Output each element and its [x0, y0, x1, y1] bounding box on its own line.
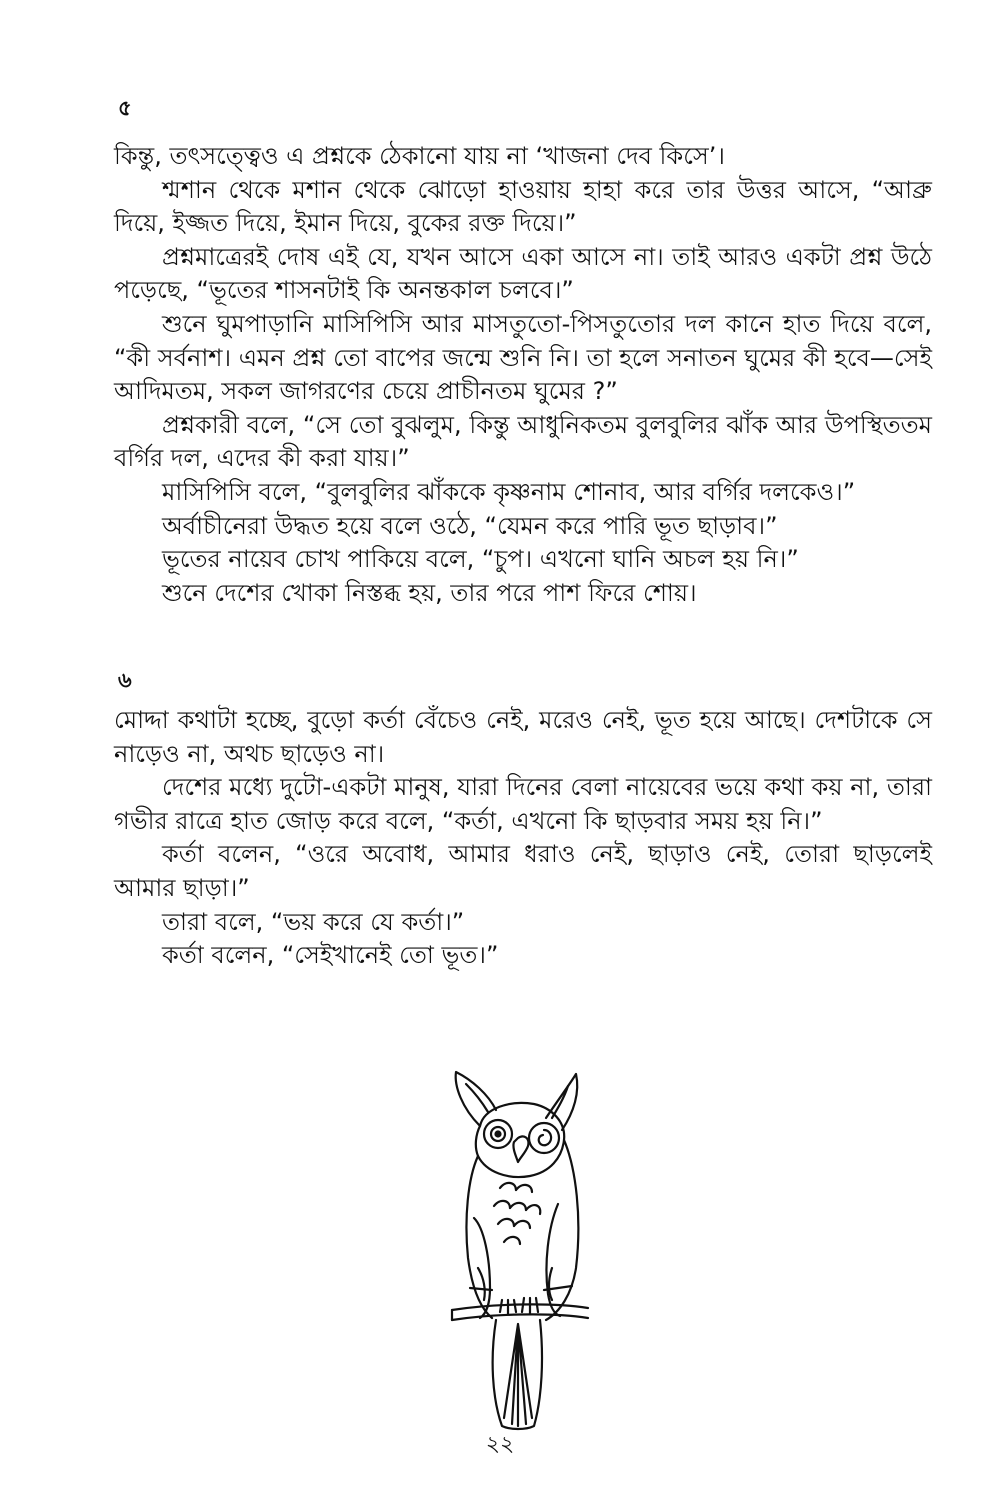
paragraph: দেশের মধ্যে দুটো-একটা মানুষ, যারা দিনের বেলা নায়েবের ভয়ে কথা কয় না, তারা গভীর রাত্রে হাত জোড় করে বলে, “কর্তা, এখনো কি ছাড়বার সময় হয় নি।” [114, 773, 932, 835]
paragraph: প্রশ্নমাত্রেরই দোষ এই যে, যখন আসে একা আসে না। তাই আরও একটা প্রশ্ন উঠে পড়েছে, “ভূতের শাসনটাই কি অনন্তকাল চলবে।” [114, 242, 932, 305]
paragraph: শ্মশান থেকে মশান থেকে ঝোড়ো হাওয়ায় হাহা করে তার উত্তর আসে, “আব্রু দিয়ে, ইজ্জত দিয়ে, ইমান দিয়ে, বুকের রক্ত দিয়ে।” [114, 175, 932, 238]
paragraph: শুনে দেশের খোকা নিস্তব্ধ হয়, তার পরে পাশ ফিরে শোয়। [162, 578, 697, 607]
section-5-body [114, 140, 932, 610]
paragraph: তারা বলে, “ভয় করে যে কর্তা।” [162, 907, 465, 936]
paragraph: কিন্তু, তৎসত্ত্বেও এ প্রশ্নকে ঠেকানো যায় না ‘খাজনা দেব কিসে’। [114, 142, 725, 170]
section-number-5: ৫ [118, 96, 132, 120]
paragraph: শুনে ঘুমপাড়ানি মাসিপিসি আর মাসতুতো-পিসতুতোর দল কানে হাত দিয়ে বলে, “কী সর্বনাশ। এমন প্রশ্ন তো বাপের জন্মে শুনি নি। তা হলে সনাতন ঘুমের কী হবে—সেই আদিমতম, সকল জাগরণের চেয়ে প্রাচীনতম ঘুমের ?” [114, 309, 932, 406]
section-6-body [114, 704, 932, 973]
paragraph: কর্তা বলেন, “সেইখানেই তো ভূত।” [162, 941, 499, 970]
paragraph: ভূতের নায়েব চোখ পাকিয়ে বলে, “চুপ। এখনো ঘানি অচল হয় নি।” [162, 545, 799, 574]
paragraph: অর্বাচীনেরা উদ্ধত হয়ে বলে ওঠে, “যেমন করে পারি ভূত ছাড়াব।” [162, 511, 778, 540]
paragraph: মাসিপিসি বলে, “বুলবুলির ঝাঁককে কৃষ্ণনাম শোনাব, আর বর্গির দলকেও।” [162, 477, 856, 506]
owl-illustration-icon [440, 1068, 590, 1433]
page-number: ২২ [485, 1432, 515, 1457]
section-number-6: ৬ [118, 668, 132, 692]
paragraph: প্রশ্নকারী বলে, “সে তো বুঝলুম, কিন্তু আধুনিকতম বুলবুলির ঝাঁক আর উপস্থিততম বর্গির দল, এদের কী করা যায়।” [114, 410, 932, 473]
paragraph: কর্তা বলেন, “ওরে অবোধ, আমার ধরাও নেই, ছাড়াও নেই, তোরা ছাড়লেই আমার ছাড়া।” [114, 840, 932, 902]
paragraph: মোদ্দা কথাটা হচ্ছে, বুড়ো কর্তা বেঁচেও নেই, মরেও নেই, ভূত হয়ে আছে। দেশটাকে সে নাড়েও না, অথচ ছাড়েও না। [114, 706, 932, 768]
